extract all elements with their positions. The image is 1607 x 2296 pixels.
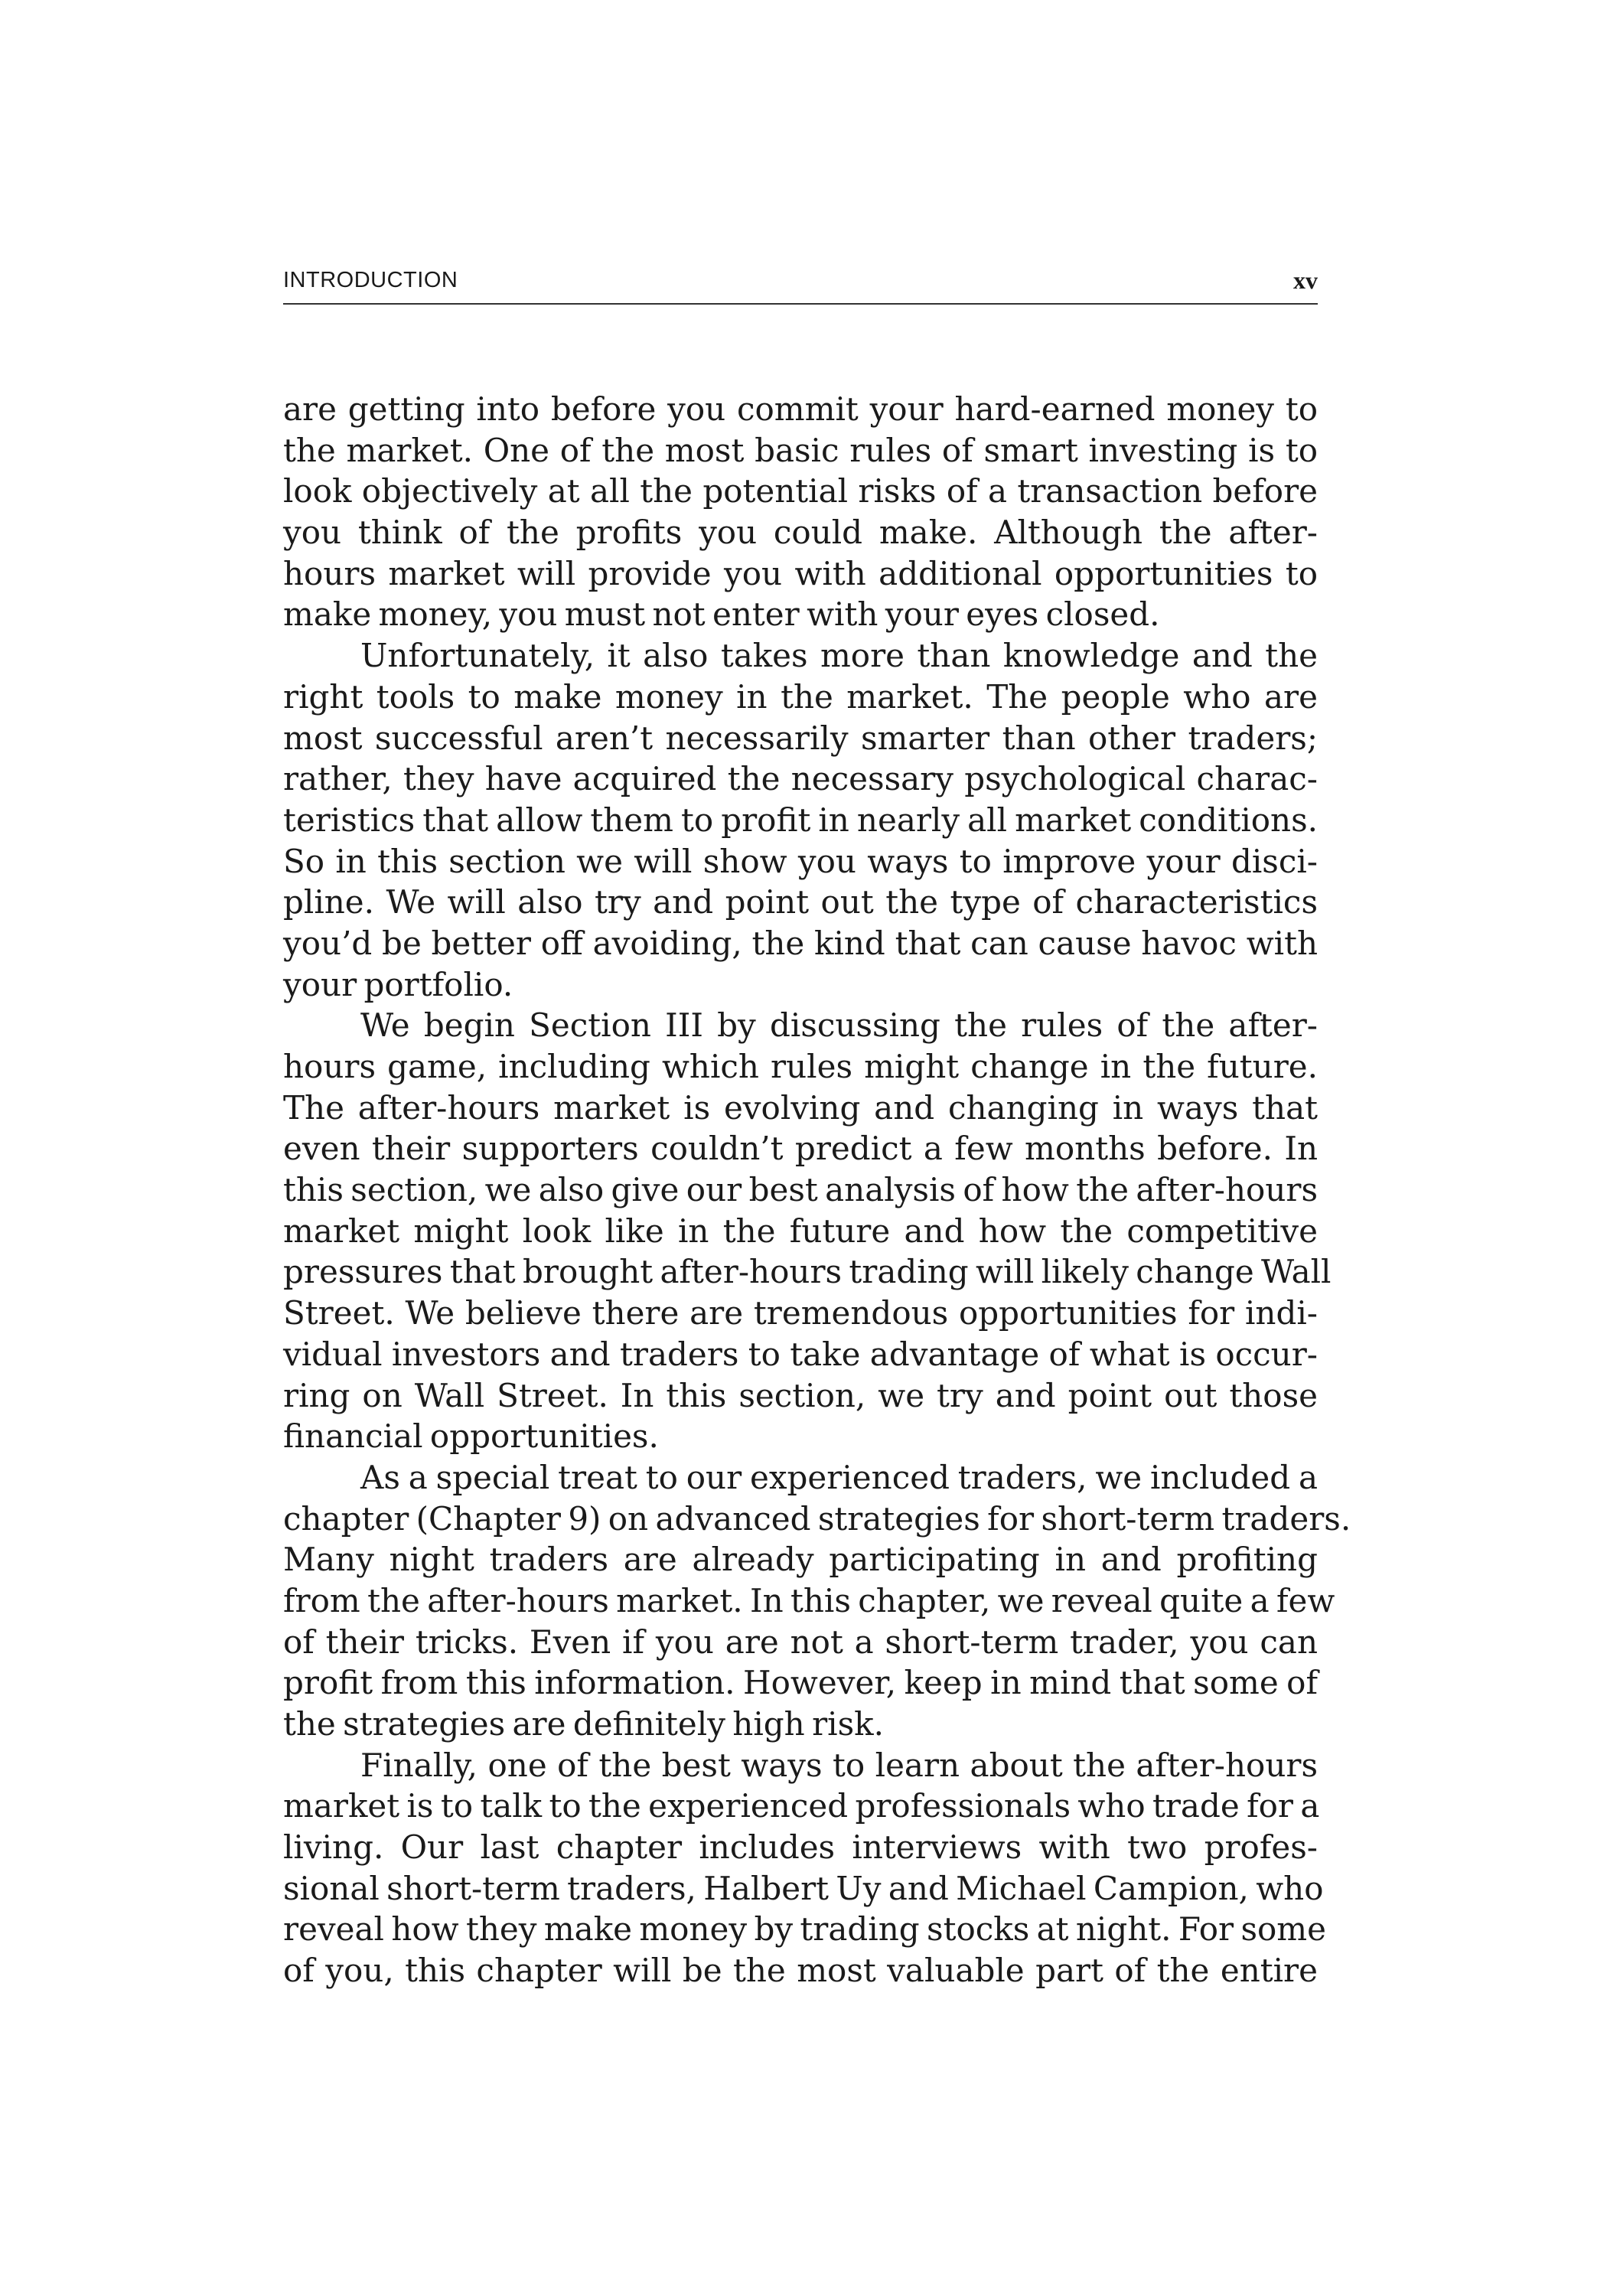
text-line: So in this section we will show you ways to improve your disci- [283, 842, 1318, 880]
text-line: right tools to make money in the market. The people who are [283, 677, 1318, 716]
text-line: the strategies are definitely high risk. [283, 1705, 884, 1743]
text-line: make money, you must not enter with your eyes closed. [283, 595, 1160, 634]
text-line: even their supporters couldn’t predict a few months before. In [283, 1130, 1318, 1168]
text-line: are getting into before you commit your hard-earned money to [283, 390, 1318, 428]
text-line: pline. We will also try and point out the type of characteristics [283, 883, 1318, 921]
text-line: financial opportunities. [283, 1417, 659, 1456]
text-line: vidual investors and traders to take advantage of what is occur- [283, 1335, 1318, 1373]
paragraph [283, 1457, 1351, 1745]
text-line: you’d be better off avoiding, the kind that can cause havoc with [283, 924, 1318, 962]
text-line: hours market will provide you with additional opportunities to [283, 554, 1318, 592]
text-line: living. Our last chapter includes interviews with two profes- [283, 1828, 1318, 1867]
text-line: market might look like in the future and how the competitive [283, 1212, 1318, 1250]
text-line: chapter (Chapter 9) on advanced strategies for short-term traders. [283, 1499, 1351, 1538]
text-line: sional short-term traders, Halbert Uy and Michael Campion, who [283, 1869, 1324, 1907]
paragraph [283, 389, 1318, 635]
running-head [283, 265, 1318, 305]
text-line: Finally, one of the best ways to learn about the after-hours [360, 1746, 1318, 1784]
text-line: look objectively at all the potential risks of a transaction before [283, 472, 1318, 510]
text-line: The after-hours market is evolving and changing in ways that [283, 1088, 1318, 1127]
text-line: Street. We believe there are tremendous opportunities for indi- [283, 1294, 1318, 1332]
text-line: Many night traders are already participating in and profiting [283, 1541, 1318, 1579]
text-line: As a special treat to our experienced traders, we included a [360, 1458, 1318, 1496]
body-text [283, 389, 1351, 1991]
text-line: rather, they have acquired the necessary psychological charac- [283, 760, 1318, 798]
paragraph [283, 635, 1318, 1005]
text-line: Unfortunately, it also takes more than knowledge and the [360, 637, 1318, 675]
page-number: xv [1293, 266, 1318, 294]
text-line: reveal how they make money by trading stocks at night. For some [283, 1910, 1326, 1949]
text-line: of their tricks. Even if you are not a short-term trader, you can [283, 1623, 1318, 1661]
text-line: ring on Wall Street. In this section, we try and point out those [283, 1376, 1318, 1414]
text-line: most successful aren’t necessarily smarter than other traders; [283, 719, 1318, 757]
text-line: the market. One of the most basic rules of smart investing is to [283, 431, 1318, 469]
paragraph [283, 1005, 1332, 1457]
text-line: of you, this chapter will be the most valuable part of the entire [283, 1952, 1318, 1990]
paragraph [283, 1745, 1326, 1991]
text-line: We begin Section III by discussing the rules of the after- [360, 1006, 1318, 1045]
text-line: from the after-hours market. In this chapter, we reveal quite a few [283, 1581, 1335, 1619]
text-line: hours game, including which rules might change in the future. [283, 1048, 1318, 1085]
text-line: profit from this information. However, keep in mind that some of [283, 1664, 1318, 1702]
text-line: teristics that allow them to profit in nearly all market conditions. [283, 801, 1318, 839]
text-line: pressures that brought after-hours trading will likely change Wall [283, 1253, 1332, 1291]
text-line: this section, we also give our best analysis of how the after-hours [283, 1171, 1318, 1209]
text-line: you think of the profits you could make. Although the after- [283, 514, 1318, 552]
text-line: market is to talk to the experienced professionals who trade for a [283, 1787, 1320, 1825]
section-title: INTRODUCTION [283, 268, 458, 292]
text-line: your portfolio. [283, 965, 513, 1003]
